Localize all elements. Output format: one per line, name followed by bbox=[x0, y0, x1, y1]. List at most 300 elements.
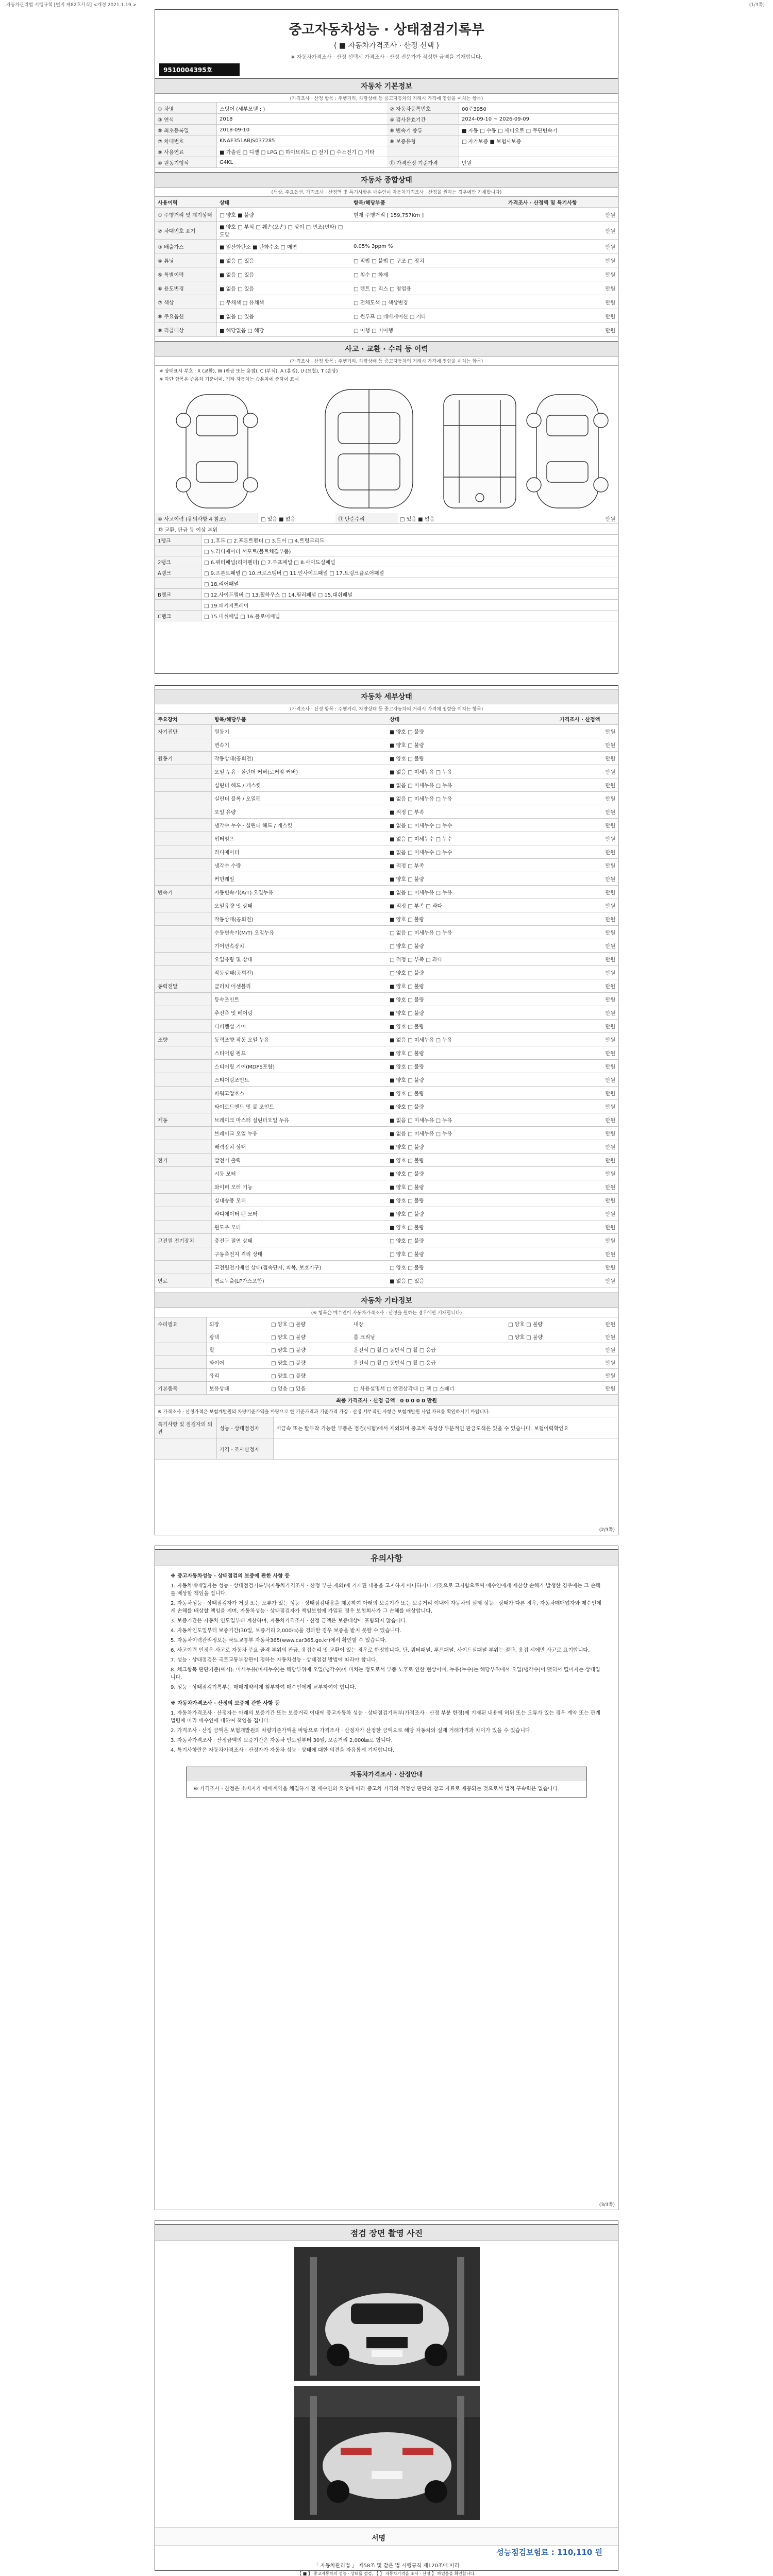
detail-price: 만원 bbox=[605, 930, 615, 936]
car-left-side bbox=[176, 395, 258, 508]
signature-label: 서명 bbox=[372, 2534, 386, 2543]
other-part: 타이어 bbox=[209, 1360, 224, 1366]
document-note: ※ 자동차가격조사 · 산정 선택시 가격조사 · 산정 전문가가 작성한 금액을 기재합니다. bbox=[291, 55, 482, 60]
summary-item-price: 만원 bbox=[605, 314, 615, 320]
detail-row bbox=[155, 979, 618, 993]
summary-item-detail: 현재 주행거리 [ 159,757Km ] bbox=[354, 212, 424, 218]
total-row bbox=[155, 1395, 618, 1406]
detail-status: ■ 양호 □ 불량 bbox=[390, 997, 425, 1003]
col-items: 항목/해당부품 bbox=[354, 200, 385, 206]
detail-status: □ 없음 □ 미세누유 □ 누유 bbox=[390, 930, 452, 936]
summary-item-price: 만원 bbox=[605, 212, 615, 218]
other-status: □ 없음 □ 있음 bbox=[271, 1386, 306, 1392]
insurance-fee: 성능점검보험료 : 110,110 원 bbox=[496, 2548, 602, 2557]
detail-row bbox=[155, 725, 618, 738]
notice-item-2: 3. 자동차가격조사 · 산정금액의 보증기간은 자동차 인도일부터 30일, 보증거리 2,000㎞로 합니다. bbox=[171, 1738, 393, 1743]
other-row bbox=[155, 1343, 618, 1356]
basic-label: ③ 연식 bbox=[155, 114, 217, 124]
other-row bbox=[155, 1356, 618, 1369]
basic-value: 2018 bbox=[220, 116, 233, 122]
detail-row bbox=[155, 1234, 618, 1247]
basic-label: ① 차명 bbox=[155, 103, 217, 113]
special-value bbox=[274, 1448, 618, 1450]
detail-part: 실린더 블록 / 오일팬 bbox=[214, 796, 261, 802]
rank-label: ⑫ 교환, 판금 등 이상 부위 bbox=[158, 527, 218, 533]
summary-item-name: ⑨ 리콜대상 bbox=[155, 323, 217, 336]
detail-status: ■ 적정 □ 부족 bbox=[390, 810, 425, 816]
rank-row bbox=[155, 589, 618, 600]
detail-status: ■ 양호 □ 불량 bbox=[390, 917, 425, 923]
summary-item-price: 만원 bbox=[605, 286, 615, 292]
notice-item: 1. 자동차매매업자는 성능 · 상태점검기록부(자동차가격조사 · 산정 부분 제외)에 기재된 내용을 고지하지 아니하거나 거짓으로 고지함으로써 매수인에게 재산상 손해가 발생한 경우에는 그 손해를 배상할 책임을 집니다. bbox=[171, 1583, 601, 1597]
record-id: 9510004395호 bbox=[159, 63, 240, 76]
detail-status: ■ 양호 □ 불량 bbox=[390, 1158, 425, 1164]
detail-group bbox=[155, 1100, 212, 1113]
summary-row bbox=[155, 323, 618, 337]
other-price: 만원 bbox=[605, 1386, 615, 1392]
other-status: □ 양호 □ 불량 bbox=[271, 1347, 306, 1353]
special-key: 성능 · 상태점검자 bbox=[217, 1417, 274, 1438]
other-group bbox=[155, 1356, 207, 1368]
detail-part: 냉각수 수량 bbox=[214, 863, 241, 869]
basic-info-table bbox=[155, 103, 618, 168]
summary-row bbox=[155, 267, 618, 281]
detail-status: ■ 양호 □ 불량 bbox=[390, 743, 425, 749]
detail-row bbox=[155, 1261, 618, 1274]
rank-items: □ 9.프론트패널 □ 10.크로스멤버 □ 11.인사이드패널 □ 17.트렁크플로어패널 bbox=[204, 570, 384, 577]
basic-value: 2018-09-10 bbox=[220, 127, 250, 133]
summary-item-state: ■ 양호 □ 부식 □ 훼손(오손) □ 상이 □ 변조(변타) □ 도말 bbox=[220, 225, 343, 238]
detail-status: ■ 없음 □ 미세누유 □ 누유 bbox=[390, 796, 452, 802]
detail-row bbox=[155, 899, 618, 912]
other-part: 보유상태 bbox=[209, 1386, 229, 1392]
summary-item-name: ① 주행거리 및 계기상태 bbox=[155, 208, 217, 221]
page-4 bbox=[155, 2221, 618, 2571]
detail-group bbox=[155, 912, 212, 925]
summary-item-detail bbox=[351, 229, 506, 231]
page-counter: (1/3쪽) bbox=[749, 3, 765, 8]
accident-price: 만원 bbox=[605, 516, 615, 522]
summary-item-state: □ 무채색 □ 유채색 bbox=[220, 300, 264, 306]
other-status-2 bbox=[506, 1374, 557, 1376]
detail-part: 충전구 절연 상태 bbox=[214, 1239, 253, 1244]
detail-status: ■ 양호 □ 불량 bbox=[390, 1024, 425, 1030]
detail-price: 만원 bbox=[605, 1038, 615, 1043]
special-table bbox=[155, 1417, 618, 1460]
detail-group bbox=[155, 819, 212, 832]
detail-price: 만원 bbox=[605, 1145, 615, 1150]
basic-info-row bbox=[155, 125, 618, 135]
detail-group bbox=[155, 1087, 212, 1099]
detail-part: 작동상태(공회전) bbox=[214, 971, 254, 976]
detail-price: 만원 bbox=[605, 810, 615, 816]
detail-price: 만원 bbox=[605, 1131, 615, 1137]
detail-part: 라디에이터 bbox=[214, 850, 240, 856]
other-group bbox=[155, 1369, 207, 1381]
detail-part: 스티어링조인트 bbox=[214, 1078, 249, 1083]
detail-group bbox=[155, 765, 212, 778]
notice-item: 2. 자동차성능 · 상태점검자가 거짓 또는 오류가 있는 성능 · 상태점검내용을 제공하여 아래의 보증기간 또는 보증거리 이내에 자동차의 실제 성능 · 상태가 다른 경우, 자동차매매업자와 매수인에게 손해를 배상할 책임을 지며, 자동차성능 · 상태점검자가 책임보험에 가입된 경우 보험회사가 그 손해를 배상합니다. bbox=[171, 1601, 601, 1614]
detail-row bbox=[155, 792, 618, 805]
other-status-2: □ 양호 □ 불량 bbox=[508, 1321, 543, 1328]
notice-item: 3. 보증기간은 자동차 인도일부터 계산하며, 자동차가격조사 · 산정 금액은 보증대상에 포함되지 않습니다. bbox=[171, 1618, 408, 1624]
detail-status: ■ 없음 □ 미세누유 □ 누유 bbox=[390, 1038, 452, 1043]
detail-part: 기어변속장치 bbox=[214, 944, 244, 950]
special-label-empty bbox=[155, 1438, 217, 1459]
detail-status: ■ 양호 □ 불량 bbox=[390, 1105, 425, 1110]
summary-row bbox=[155, 240, 618, 253]
detail-status: ■ 양호 □ 불량 bbox=[390, 1078, 425, 1083]
detail-row bbox=[155, 738, 618, 752]
other-group bbox=[155, 1343, 207, 1355]
other-status-2 bbox=[506, 1387, 557, 1389]
detail-group: 제동 bbox=[155, 1113, 212, 1126]
detail-status: ■ 없음 □ 미세누유 □ 누유 bbox=[390, 1118, 452, 1124]
detail-price: 만원 bbox=[605, 1158, 615, 1164]
basic-info-row bbox=[155, 114, 618, 125]
summary-item-state: ■ 해당없음 □ 해당 bbox=[220, 328, 264, 334]
rank-items: □ 19.패키지트레이 bbox=[204, 603, 249, 609]
detail-status: ■ 없음 □ 미세누유 □ 누유 bbox=[390, 770, 452, 775]
summary-item-price: 만원 bbox=[605, 300, 615, 306]
summary-item-name: ⑦ 색상 bbox=[155, 295, 217, 309]
basic-info-row bbox=[155, 135, 618, 146]
simple-repair-value: □ 있음 ■ 없음 bbox=[400, 516, 435, 522]
detail-group: 전기 bbox=[155, 1154, 212, 1166]
other-part-2: □ 사용설명서 □ 안전삼각대 □ 잭 □ 스패너 bbox=[354, 1386, 455, 1392]
detail-price: 만원 bbox=[605, 743, 615, 749]
detail-row bbox=[155, 752, 618, 765]
detail-row bbox=[155, 1180, 618, 1194]
rank-items: □ 5.라디에이터 서포트(볼트체결부품) bbox=[204, 549, 291, 555]
other-row bbox=[155, 1330, 618, 1343]
detail-part: 고전원전기배선 상태(접속단자, 피복, 보호기구) bbox=[214, 1265, 322, 1271]
detail-price: 만원 bbox=[605, 1078, 615, 1083]
form-reference: 자동차관리법 시행규칙 [별지 제82호서식] <개정 2021.1.19.> bbox=[6, 3, 137, 8]
car-diagram bbox=[155, 384, 618, 513]
detail-group bbox=[155, 1073, 212, 1086]
basic-value-2: ■ 자동 □ 수동 □ 세미오토 □ 무단변속기 bbox=[462, 128, 558, 134]
rank-items: □ 18.리어패널 bbox=[204, 581, 239, 587]
basic-label-2: ④ 검사유효기간 bbox=[387, 114, 459, 124]
detail-part: 와이퍼 모터 기능 bbox=[214, 1185, 253, 1191]
detail-group bbox=[155, 1020, 212, 1032]
detail-group bbox=[155, 953, 212, 965]
guide-box-title: 자동차가격조사 · 산정안내 bbox=[187, 1767, 586, 1781]
page-3-number: (3/3쪽) bbox=[599, 2202, 615, 2208]
accident-history-row bbox=[155, 513, 618, 524]
detail-group bbox=[155, 1207, 212, 1220]
document-subtitle: ( ■ 자동차가격조사 · 산정 선택 ) bbox=[333, 42, 440, 50]
other-status: □ 양호 □ 불량 bbox=[271, 1334, 306, 1341]
detail-status: ■ 양호 □ 불량 bbox=[390, 730, 425, 735]
basic-info-header: 자동차 기본정보 bbox=[155, 78, 618, 94]
detail-part: 커먼레일 bbox=[214, 877, 234, 883]
page-3 bbox=[155, 1546, 618, 2210]
detail-group bbox=[155, 1194, 212, 1207]
other-row bbox=[155, 1382, 618, 1395]
other-part-2 bbox=[351, 1374, 506, 1376]
detail-group bbox=[155, 872, 212, 885]
detail-part: 등속조인트 bbox=[214, 997, 240, 1003]
detail-row bbox=[155, 1274, 618, 1287]
detail-part: 냉각수 누수 · 실린더 헤드 / 개스킷 bbox=[214, 823, 293, 829]
detail-status: ■ 없음 □ 미세누수 □ 누수 bbox=[390, 837, 452, 842]
detail-status: □ 양호 □ 불량 bbox=[390, 944, 425, 950]
detail-part: 스티어링 펌프 bbox=[214, 1051, 246, 1057]
car-right-side bbox=[527, 395, 608, 508]
footer-line-1: 「 자동차관리법 」 제58조 및 같은 법 시행규칙 제120조에 따라 bbox=[313, 2563, 460, 2569]
detail-status: □ 양호 □ 불량 bbox=[390, 1252, 425, 1258]
detail-row bbox=[155, 1073, 618, 1087]
detail-price: 만원 bbox=[605, 971, 615, 976]
basic-label-2: ⑪ 가격산정 기준가격 bbox=[387, 157, 459, 167]
rank-name: 2랭크 bbox=[155, 556, 201, 567]
detail-status: ■ 없음 □ 있음 bbox=[390, 1279, 425, 1284]
rank-row bbox=[155, 556, 618, 567]
other-header: 자동차 기타정보 bbox=[155, 1293, 618, 1308]
total-note-row bbox=[155, 1406, 618, 1417]
basic-value-2 bbox=[459, 150, 618, 152]
detail-price: 만원 bbox=[605, 730, 615, 735]
notice-header: 유의사항 bbox=[155, 1549, 618, 1566]
inspection-photo-rear bbox=[294, 2386, 480, 2520]
basic-value-2: 만원 bbox=[462, 160, 472, 166]
detail-row bbox=[155, 832, 618, 845]
detail-row bbox=[155, 819, 618, 832]
detail-price: 만원 bbox=[605, 984, 615, 990]
basic-value: G4KL bbox=[220, 159, 233, 165]
basic-label: ⑤ 최초등록일 bbox=[155, 125, 217, 135]
detail-price: 만원 bbox=[605, 904, 615, 909]
detail-group bbox=[155, 1247, 212, 1260]
summary-item-detail: □ 전체도색 □ 색상변경 bbox=[354, 300, 408, 306]
detail-part: 라디에이터 팬 모터 bbox=[214, 1212, 258, 1217]
summary-item-detail: □ 적법 □ 불법 □ 구조 □ 장치 bbox=[354, 258, 425, 264]
other-sub: (※ 항목은 매수인이 자동차가격조사 · 산정을 원하는 경우에만 기재합니다) bbox=[155, 1308, 618, 1317]
detail-part: 추진축 및 베어링 bbox=[214, 1011, 253, 1016]
detail-row bbox=[155, 1247, 618, 1261]
summary-item-name: ④ 튜닝 bbox=[155, 253, 217, 267]
detail-part: 변속기 bbox=[214, 743, 229, 749]
other-status-2 bbox=[506, 1361, 557, 1363]
detail-group bbox=[155, 1180, 212, 1193]
detail-group bbox=[155, 792, 212, 805]
summary-row bbox=[155, 208, 618, 222]
rank-table bbox=[155, 535, 618, 621]
summary-item-detail: □ 썬루프 □ 네비게이션 □ 기타 bbox=[354, 314, 426, 320]
notice-item: 6. 사고이력 인정은 사고로 자동차 주요 골격 부위의 판금, 용접수리 및 교환이 있는 경우로 한정합니다. 단, 쿼터패널, 루프패널, 사이드실패널 부위는 절단, 용접 시에만 사고로 표기합니다. bbox=[171, 1648, 590, 1653]
detail-row bbox=[155, 1127, 618, 1140]
summary-header: 자동차 종합상태 bbox=[155, 172, 618, 188]
detail-status: □ 양호 □ 불량 bbox=[390, 1265, 425, 1271]
detail-part: 워터펌프 bbox=[214, 837, 234, 842]
detail-row bbox=[155, 1113, 618, 1127]
other-part: 휠 bbox=[209, 1347, 214, 1353]
summary-item-price: 만원 bbox=[605, 244, 615, 250]
detail-part: 구동축전지 격리 상태 bbox=[214, 1252, 263, 1258]
basic-info-row bbox=[155, 146, 618, 157]
detail-row bbox=[155, 859, 618, 872]
detail-row bbox=[155, 805, 618, 819]
other-part: 유리 bbox=[209, 1373, 220, 1379]
detail-price: 만원 bbox=[605, 1011, 615, 1016]
detail-group: 고전원 전기장치 bbox=[155, 1234, 212, 1247]
basic-info-row bbox=[155, 157, 618, 168]
summary-item-price: 만원 bbox=[605, 272, 615, 278]
accident-sub: (가격조사 · 산정 항목 : 주행거리, 차량상태 등 중고자동차의 거래시 가격에 영향을 미치는 항목) bbox=[155, 357, 618, 366]
detail-price: 만원 bbox=[605, 1024, 615, 1030]
summary-table bbox=[155, 208, 618, 337]
detail-group: 원동기 bbox=[155, 752, 212, 765]
detail-group bbox=[155, 778, 212, 791]
other-status: □ 양호 □ 불량 bbox=[271, 1321, 306, 1328]
detail-group bbox=[155, 832, 212, 845]
other-group bbox=[155, 1330, 207, 1343]
special-value: 비금속 또는 탈부착 가능한 부품은 점검(시험)에서 제외되며 중고차 특성상 부분적인 판금도색은 있을 수 있습니다. 보험이력확인요 bbox=[276, 1426, 569, 1432]
detail-row bbox=[155, 765, 618, 778]
detail-status: ■ 양호 □ 불량 bbox=[390, 1051, 425, 1057]
basic-info-row bbox=[155, 103, 618, 114]
notice-list-2 bbox=[155, 1709, 618, 1754]
detail-group bbox=[155, 993, 212, 1006]
summary-col-header bbox=[155, 197, 618, 208]
detail-price: 만원 bbox=[605, 1064, 615, 1070]
special-row bbox=[155, 1438, 618, 1460]
detail-status: ■ 양호 □ 불량 bbox=[390, 1225, 425, 1231]
detail-group bbox=[155, 939, 212, 952]
detail-status: ■ 양호 □ 불량 bbox=[390, 877, 425, 883]
notice-section-1: ※ 중고자동차성능 · 상태점검의 보증에 관한 사항 등 bbox=[171, 1573, 290, 1579]
guide-box bbox=[186, 1767, 587, 1798]
detail-group bbox=[155, 1046, 212, 1059]
document-title: 중고자동차성능 · 상태점검기록부 bbox=[289, 22, 484, 38]
basic-value: KNAE351ABJS037285 bbox=[220, 138, 275, 144]
detail-price: 만원 bbox=[605, 823, 615, 829]
detail-row bbox=[155, 886, 618, 899]
detail-row bbox=[155, 1033, 618, 1046]
rank-name bbox=[155, 546, 201, 556]
detail-row bbox=[155, 1194, 618, 1207]
summary-item-state: ■ 없음 □ 있음 bbox=[220, 272, 255, 278]
detail-row bbox=[155, 1167, 618, 1180]
other-status: □ 양호 □ 불량 bbox=[271, 1373, 306, 1379]
basic-label-2: ② 자동차등록번호 bbox=[387, 103, 459, 113]
accident-legend-2: ※ 하단 항목은 승용차 기준이며, 기타 자동차는 승용차에 준하여 표시 bbox=[159, 377, 299, 382]
notice-item: 4. 자동차인도일부터 보증기간(30일, 보증거리 2,000㎞)을 경과한 경우 보증을 받지 못할 수 있습니다. bbox=[171, 1628, 402, 1634]
summary-item-name: ② 차대번호 표기 bbox=[155, 222, 217, 239]
detail-group bbox=[155, 738, 212, 751]
detail-group bbox=[155, 1006, 212, 1019]
detail-row bbox=[155, 953, 618, 966]
car-underbody bbox=[444, 395, 516, 508]
detail-price: 만원 bbox=[605, 1239, 615, 1244]
other-price: 만원 bbox=[605, 1360, 615, 1366]
basic-value-2: 2024-09-10 ~ 2026-09-09 bbox=[462, 116, 529, 122]
detail-status: ■ 없음 □ 미세누유 □ 누유 bbox=[390, 1131, 452, 1137]
col-device: 주요장치 bbox=[158, 717, 178, 723]
page-1 bbox=[155, 9, 618, 674]
notice-item: 7. 성능 · 상태점검은 국토교통부장관이 정하는 자동차성능 · 상태점검 방법에 따라야 합니다. bbox=[171, 1657, 378, 1663]
detail-group bbox=[155, 1167, 212, 1180]
accident-header: 사고 · 교환 · 수리 등 이력 bbox=[155, 341, 618, 357]
detail-part: 윈도우 모터 bbox=[214, 1225, 241, 1231]
detail-part: 발전기 출력 bbox=[214, 1158, 241, 1164]
basic-label: ⑩ 원동기형식 bbox=[155, 157, 217, 167]
guide-box-text: ※ 가격조사 · 산정은 소비자가 매매계약을 체결하기 전 매수인의 요청에 따라 중고차 가격의 적정성 판단의 참고 자료로 제공되는 것으로서 법적 구속력은 없습니다. bbox=[194, 1786, 560, 1792]
summary-item-detail: □ 이행 □ 미이행 bbox=[354, 328, 393, 334]
detail-group bbox=[155, 1221, 212, 1233]
summary-sub: (색상, 주요옵션, 가격조사 · 산정액 및 특기사항은 매수인이 자동차가격조사 · 산정을 원하는 경우에만 기재합니다) bbox=[155, 188, 618, 197]
detail-part: 브레이크 오일 누유 bbox=[214, 1131, 258, 1137]
car-top-view bbox=[325, 389, 413, 508]
rank-name: 1랭크 bbox=[155, 535, 201, 545]
detail-price: 만원 bbox=[605, 957, 615, 963]
notice-item-2: 1. 자동차가격조사 · 산정자는 아래의 보증기간 또는 보증거리 이내에 중고자동차 성능 · 상태점검기록부(가격조사 · 산정 부분 한정)에 기재된 내용에 허위 또는 오류가 있는 경우 계약 또는 관계법령에 따라 매수인에 대하여 책임을 집니다. bbox=[171, 1710, 601, 1724]
detail-group bbox=[155, 926, 212, 939]
rank-name: A랭크 bbox=[155, 567, 201, 578]
detail-status: ■ 양호 □ 불량 bbox=[390, 984, 425, 990]
detail-group: 자기진단 bbox=[155, 725, 212, 738]
detail-status: ■ 양호 □ 불량 bbox=[390, 1091, 425, 1097]
detail-price: 만원 bbox=[605, 756, 615, 762]
detail-price: 만원 bbox=[605, 997, 615, 1003]
detail-status: ■ 없음 □ 미세누유 □ 누유 bbox=[390, 783, 452, 789]
summary-item-price: 만원 bbox=[605, 258, 615, 264]
total-value: 0 0 0 0 0 만원 bbox=[400, 1398, 437, 1404]
detail-row bbox=[155, 939, 618, 953]
footer-line-2: 【 ■ 】 중고자동차의 성능 · 상태를 점검, 【 】 자동차가격을 조사 · 산정 】 하였음을 확인합니다. bbox=[297, 2571, 476, 2576]
detail-row bbox=[155, 1154, 618, 1167]
detail-status: ■ 양호 □ 불량 bbox=[390, 1011, 425, 1016]
notice-section-2: ※ 자동차가격조사 · 산정의 보증에 관한 사항 등 bbox=[171, 1701, 280, 1706]
detail-row bbox=[155, 912, 618, 926]
detail-price: 만원 bbox=[605, 1279, 615, 1284]
rank-items: □ 15.대쉬패널 □ 16.플로어패널 bbox=[204, 614, 280, 620]
rank-row bbox=[155, 611, 618, 621]
summary-item-state: □ 양호 ■ 불량 bbox=[220, 212, 255, 218]
summary-item-price: 만원 bbox=[605, 228, 615, 234]
detail-price: 만원 bbox=[605, 1105, 615, 1110]
signature-bar bbox=[155, 2528, 618, 2546]
detail-group bbox=[155, 1140, 212, 1153]
simple-repair-label: ⑪ 단순수리 bbox=[335, 513, 397, 523]
other-status: □ 양호 □ 불량 bbox=[271, 1360, 306, 1366]
detail-status: ■ 양호 □ 불량 bbox=[390, 1172, 425, 1177]
detail-price: 만원 bbox=[605, 944, 615, 950]
detail-row bbox=[155, 1140, 618, 1154]
detail-status: ■ 없음 □ 미세누유 □ 누유 bbox=[390, 890, 452, 896]
summary-item-name: ③ 배출가스 bbox=[155, 240, 217, 253]
detail-part: 스티어링 기어(MDPS포함) bbox=[214, 1064, 275, 1070]
detail-group: 동력전달 bbox=[155, 979, 212, 992]
summary-item-detail: 0.05% 3ppm % bbox=[354, 243, 393, 249]
summary-item-price: 만원 bbox=[605, 328, 615, 334]
rank-row bbox=[155, 535, 618, 546]
rank-name bbox=[155, 600, 201, 610]
col-amount: 가격조사 · 산정액 bbox=[560, 717, 600, 723]
summary-item-state: ■ 없음 □ 있음 bbox=[220, 286, 255, 292]
summary-item-detail: □ 침수 □ 화재 bbox=[354, 272, 389, 278]
other-group: 수리필요 bbox=[155, 1317, 207, 1330]
detail-price: 만원 bbox=[605, 783, 615, 789]
col-status: 상태 bbox=[390, 717, 400, 723]
other-part-2: 내장 bbox=[354, 1321, 364, 1328]
detail-status: ■ 적정 □ 부족 bbox=[390, 863, 425, 869]
detail-part: 수동변속기(M/T) 오일누유 bbox=[214, 930, 275, 936]
detail-price: 만원 bbox=[605, 837, 615, 842]
other-status-2 bbox=[506, 1348, 557, 1350]
